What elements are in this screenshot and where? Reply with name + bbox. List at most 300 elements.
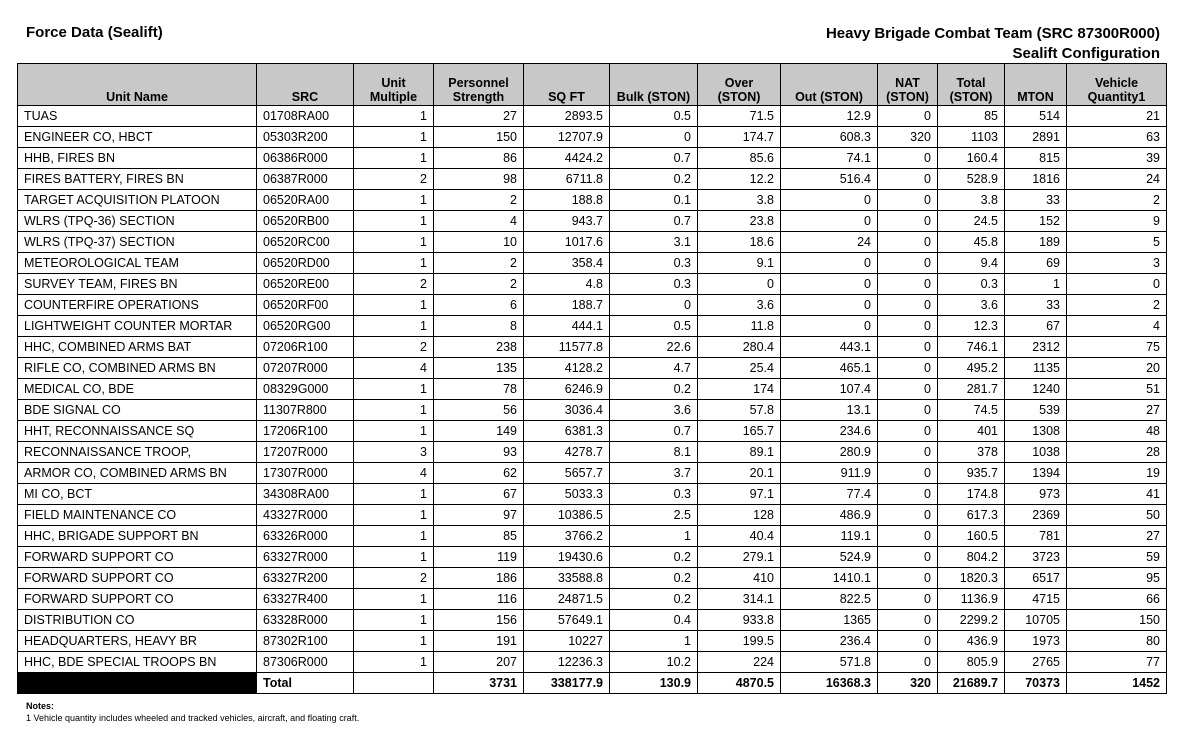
table-cell: 436.9 [938, 631, 1005, 652]
table-cell: 280.4 [698, 337, 781, 358]
table-cell: 8.1 [610, 442, 698, 463]
table-cell: 1 [354, 106, 434, 127]
table-cell: 0 [878, 610, 938, 631]
table-cell: 1 [354, 232, 434, 253]
table-cell: 0 [878, 526, 938, 547]
table-cell: 24 [781, 232, 878, 253]
note-1: 1 Vehicle quantity includes wheeled and tracked vehicles, aircraft, and floating craft. [26, 713, 360, 723]
total-cell: 21689.7 [938, 673, 1005, 694]
table-cell: 528.9 [938, 169, 1005, 190]
table-cell: 06520RG00 [257, 316, 354, 337]
table-cell: 174 [698, 379, 781, 400]
table-cell: 1 [354, 127, 434, 148]
table-cell: 10 [434, 232, 524, 253]
table-cell: 0 [878, 589, 938, 610]
column-header-line2: SQ FT [548, 90, 585, 104]
table-cell: 933.8 [698, 610, 781, 631]
table-row [18, 421, 1167, 442]
column-header-line2: Unit Name [106, 90, 168, 104]
column-header-line2: Out (STON) [795, 90, 863, 104]
table-cell: 77.4 [781, 484, 878, 505]
table-row [18, 169, 1167, 190]
table-cell: FORWARD SUPPORT CO [18, 589, 257, 610]
table-cell: 174.8 [938, 484, 1005, 505]
table-cell: 2893.5 [524, 106, 610, 127]
table-cell: 119.1 [781, 526, 878, 547]
table-row [18, 484, 1167, 505]
table-cell: HHT, RECONNAISSANCE SQ [18, 421, 257, 442]
table-cell: 95 [1067, 568, 1167, 589]
table-row [18, 295, 1167, 316]
table-cell: 3723 [1005, 547, 1067, 568]
table-cell: 1973 [1005, 631, 1067, 652]
column-header-line1: Over [724, 76, 754, 90]
table-cell: 50 [1067, 505, 1167, 526]
table-cell: 1816 [1005, 169, 1067, 190]
table-cell: 0 [878, 379, 938, 400]
table-cell: 2299.2 [938, 610, 1005, 631]
table-cell: 01708RA00 [257, 106, 354, 127]
table-cell: 1 [354, 316, 434, 337]
table-cell: 0 [878, 169, 938, 190]
table-cell: 8 [434, 316, 524, 337]
table-cell: 22.6 [610, 337, 698, 358]
table-cell: 495.2 [938, 358, 1005, 379]
table-cell: 9.4 [938, 253, 1005, 274]
table-cell: 0 [878, 421, 938, 442]
table-cell: 199.5 [698, 631, 781, 652]
table-cell: 4278.7 [524, 442, 610, 463]
table-cell: 08329G000 [257, 379, 354, 400]
column-header [18, 64, 257, 106]
table-cell: 62 [434, 463, 524, 484]
table-row [18, 358, 1167, 379]
table-cell: 67 [434, 484, 524, 505]
table-cell: 07206R100 [257, 337, 354, 358]
table-cell: HEADQUARTERS, HEAVY BR [18, 631, 257, 652]
report-title-line2: Sealift Configuration [1012, 45, 1160, 62]
table-cell: 224 [698, 652, 781, 673]
table-cell: 4.8 [524, 274, 610, 295]
table-cell: ARMOR CO, COMBINED ARMS BN [18, 463, 257, 484]
table-cell: 149 [434, 421, 524, 442]
report-title [826, 24, 1160, 64]
column-header-line2: (STON) [717, 90, 761, 104]
table-cell: 0.3 [610, 253, 698, 274]
table-cell: 524.9 [781, 547, 878, 568]
table-cell: 943.7 [524, 211, 610, 232]
table-row [18, 400, 1167, 421]
table-cell: 911.9 [781, 463, 878, 484]
table-cell: 40.4 [698, 526, 781, 547]
table-cell: 77 [1067, 652, 1167, 673]
table-cell: 86 [434, 148, 524, 169]
table-row [18, 589, 1167, 610]
table-cell: 0 [878, 442, 938, 463]
table-cell: 69 [1005, 253, 1067, 274]
table-cell: BDE SIGNAL CO [18, 400, 257, 421]
column-header-line2: (STON) [886, 90, 929, 104]
table-row [18, 274, 1167, 295]
table-cell: 571.8 [781, 652, 878, 673]
table-cell: 06520RB00 [257, 211, 354, 232]
total-cell [18, 673, 257, 694]
table-cell: 41 [1067, 484, 1167, 505]
table-cell: HHC, BDE SPECIAL TROOPS BN [18, 652, 257, 673]
notes-heading: Notes: [26, 701, 55, 711]
table-cell: 1365 [781, 610, 878, 631]
table-cell: 2 [354, 169, 434, 190]
table-cell: 160.4 [938, 148, 1005, 169]
table-cell: 1 [610, 526, 698, 547]
table-cell: 10.2 [610, 652, 698, 673]
table-cell: METEOROLOGICAL TEAM [18, 253, 257, 274]
table-cell: 06386R000 [257, 148, 354, 169]
table-cell: 10705 [1005, 610, 1067, 631]
table-cell: 0 [781, 190, 878, 211]
table-row [18, 106, 1167, 127]
table-cell: 0 [878, 358, 938, 379]
table-cell: 189 [1005, 232, 1067, 253]
table-cell: 0.7 [610, 211, 698, 232]
total-label: Total [257, 673, 354, 694]
table-cell: 174.7 [698, 127, 781, 148]
table-cell: 410 [698, 568, 781, 589]
force-data-table [17, 63, 1167, 694]
table-cell: 0 [878, 316, 938, 337]
column-header [257, 64, 354, 106]
table-cell: 1308 [1005, 421, 1067, 442]
table-cell: 93 [434, 442, 524, 463]
table-cell: HHB, FIRES BN [18, 148, 257, 169]
column-header [878, 64, 938, 106]
table-cell: 3.6 [698, 295, 781, 316]
table-cell: FORWARD SUPPORT CO [18, 547, 257, 568]
table-cell: 2765 [1005, 652, 1067, 673]
column-header [524, 64, 610, 106]
table-cell: 6381.3 [524, 421, 610, 442]
table-cell: 160.5 [938, 526, 1005, 547]
table-cell: 1 [354, 211, 434, 232]
table-cell: 12.2 [698, 169, 781, 190]
table-cell: 2 [434, 190, 524, 211]
table-cell: 0.5 [610, 106, 698, 127]
table-cell: 234.6 [781, 421, 878, 442]
table-cell: 85 [434, 526, 524, 547]
table-cell: 12236.3 [524, 652, 610, 673]
table-cell: 3.8 [698, 190, 781, 211]
table-cell: 4 [354, 463, 434, 484]
table-cell: 10386.5 [524, 505, 610, 526]
table-cell: 935.7 [938, 463, 1005, 484]
table-cell: 56 [434, 400, 524, 421]
table-row [18, 190, 1167, 211]
table-cell: 12707.9 [524, 127, 610, 148]
table-cell: 0 [878, 505, 938, 526]
table-cell: 1 [354, 190, 434, 211]
table-cell: 74.1 [781, 148, 878, 169]
table-cell: 279.1 [698, 547, 781, 568]
table-cell: 746.1 [938, 337, 1005, 358]
table-cell: 87302R100 [257, 631, 354, 652]
table-cell: 0.7 [610, 421, 698, 442]
table-cell: 188.8 [524, 190, 610, 211]
table-cell: 378 [938, 442, 1005, 463]
report-title-line1: Heavy Brigade Combat Team (SRC 87300R000) [825, 25, 1160, 42]
table-cell: 10227 [524, 631, 610, 652]
table-cell: LIGHTWEIGHT COUNTER MORTAR [18, 316, 257, 337]
table-cell: 59 [1067, 547, 1167, 568]
table-cell: 11307R800 [257, 400, 354, 421]
table-cell: 33 [1005, 190, 1067, 211]
table-cell: 320 [878, 127, 938, 148]
table-cell: 11577.8 [524, 337, 610, 358]
table-cell: 119 [434, 547, 524, 568]
table-cell: 57.8 [698, 400, 781, 421]
table-cell: WLRS (TPQ-37) SECTION [18, 232, 257, 253]
table-cell: 2891 [1005, 127, 1067, 148]
table-cell: 0 [878, 148, 938, 169]
table-cell: 34308RA00 [257, 484, 354, 505]
table-cell: 2 [1067, 295, 1167, 316]
table-cell: 1 [610, 631, 698, 652]
table-row [18, 232, 1167, 253]
table-cell: 0 [878, 484, 938, 505]
column-header [610, 64, 698, 106]
table-cell: 6246.9 [524, 379, 610, 400]
table-row [18, 652, 1167, 673]
table-cell: 0 [781, 274, 878, 295]
table-cell: COUNTERFIRE OPERATIONS [18, 295, 257, 316]
table-row [18, 526, 1167, 547]
table-cell: 1 [354, 547, 434, 568]
table-cell: 1 [1005, 274, 1067, 295]
total-cell: 320 [878, 673, 938, 694]
table-cell: 1 [354, 400, 434, 421]
table-cell: 2 [434, 274, 524, 295]
table-cell: 07207R000 [257, 358, 354, 379]
table-cell: 06520RE00 [257, 274, 354, 295]
table-cell: 6517 [1005, 568, 1067, 589]
column-header-line1: Personnel [448, 76, 509, 90]
table-cell: 12.3 [938, 316, 1005, 337]
table-cell: 444.1 [524, 316, 610, 337]
table-cell: 85 [938, 106, 1005, 127]
table-cell: 0 [878, 547, 938, 568]
table-cell: DISTRIBUTION CO [18, 610, 257, 631]
table-cell: 27 [434, 106, 524, 127]
table-cell: 23.8 [698, 211, 781, 232]
table-cell: 5033.3 [524, 484, 610, 505]
table-cell: 0 [878, 190, 938, 211]
column-header [698, 64, 781, 106]
table-cell: 0 [878, 652, 938, 673]
table-cell: 165.7 [698, 421, 781, 442]
table-row [18, 442, 1167, 463]
table-cell: 486.9 [781, 505, 878, 526]
table-cell: 207 [434, 652, 524, 673]
table-cell: 63327R200 [257, 568, 354, 589]
table-cell: 24 [1067, 169, 1167, 190]
table-cell: MEDICAL CO, BDE [18, 379, 257, 400]
table-cell: 80 [1067, 631, 1167, 652]
table-cell: FIRES BATTERY, FIRES BN [18, 169, 257, 190]
table-cell: 06520RA00 [257, 190, 354, 211]
table-cell: 539 [1005, 400, 1067, 421]
table-cell: 28 [1067, 442, 1167, 463]
table-cell: 97.1 [698, 484, 781, 505]
table-cell: 33 [1005, 295, 1067, 316]
table-cell: 0.3 [938, 274, 1005, 295]
table-cell: 973 [1005, 484, 1067, 505]
table-cell: 1 [354, 526, 434, 547]
table-cell: 0 [781, 253, 878, 274]
table-cell: 1 [354, 631, 434, 652]
table-cell: 85.6 [698, 148, 781, 169]
table-cell: TUAS [18, 106, 257, 127]
table-row [18, 568, 1167, 589]
table-cell: 281.7 [938, 379, 1005, 400]
table-cell: 1017.6 [524, 232, 610, 253]
table-cell: 63326R000 [257, 526, 354, 547]
table-cell: 63 [1067, 127, 1167, 148]
table-cell: 17207R000 [257, 442, 354, 463]
total-cell: 338177.9 [524, 673, 610, 694]
table-cell: 822.5 [781, 589, 878, 610]
table-cell: 443.1 [781, 337, 878, 358]
table-cell: 0.2 [610, 169, 698, 190]
column-header-line2: Quantity1 [1087, 90, 1146, 104]
table-cell: 1394 [1005, 463, 1067, 484]
table-cell: 2 [1067, 190, 1167, 211]
table-cell: 66 [1067, 589, 1167, 610]
table-row [18, 211, 1167, 232]
table-cell: 617.3 [938, 505, 1005, 526]
table-cell: 05303R200 [257, 127, 354, 148]
table-cell: ENGINEER CO, HBCT [18, 127, 257, 148]
table-cell: 514 [1005, 106, 1067, 127]
table-cell: 12.9 [781, 106, 878, 127]
table-cell: 06520RF00 [257, 295, 354, 316]
column-header-line2: MTON [1017, 90, 1054, 104]
table-cell: 3036.4 [524, 400, 610, 421]
column-header [434, 64, 524, 106]
table-cell: 0 [878, 106, 938, 127]
table-row [18, 253, 1167, 274]
table-cell: 06520RD00 [257, 253, 354, 274]
table-cell: 1 [354, 652, 434, 673]
table-cell: 3.6 [938, 295, 1005, 316]
table-cell: MI CO, BCT [18, 484, 257, 505]
table-cell: 1 [354, 610, 434, 631]
table-cell: 1 [354, 505, 434, 526]
column-header-line2: Multiple [369, 90, 418, 104]
table-cell: 71.5 [698, 106, 781, 127]
table-cell: 0.5 [610, 316, 698, 337]
table-cell: 0.2 [610, 547, 698, 568]
table-cell: 150 [1067, 610, 1167, 631]
table-cell: 805.9 [938, 652, 1005, 673]
table-cell: 0.3 [610, 274, 698, 295]
table-cell: 135 [434, 358, 524, 379]
table-cell: 1820.3 [938, 568, 1005, 589]
table-cell: 4424.2 [524, 148, 610, 169]
table-cell: 1 [354, 589, 434, 610]
table-row [18, 316, 1167, 337]
column-header [1067, 64, 1167, 106]
table-cell: 48 [1067, 421, 1167, 442]
table-cell: 0 [878, 463, 938, 484]
table-cell: 107.4 [781, 379, 878, 400]
table-cell: 0 [878, 568, 938, 589]
column-header-line1: Total [956, 76, 986, 90]
table-row [18, 505, 1167, 526]
table-cell: 781 [1005, 526, 1067, 547]
table-cell: 6 [434, 295, 524, 316]
table-cell: 238 [434, 337, 524, 358]
column-header-line2: (STON) [949, 90, 993, 104]
notes [26, 700, 359, 724]
table-cell: 2 [354, 568, 434, 589]
table-cell: 89.1 [698, 442, 781, 463]
table-cell: 1 [354, 421, 434, 442]
table-cell: 236.4 [781, 631, 878, 652]
table-header-row [18, 64, 1167, 106]
table-cell: 63327R000 [257, 547, 354, 568]
table-cell: 1136.9 [938, 589, 1005, 610]
table-cell: 152 [1005, 211, 1067, 232]
table-cell: 17307R000 [257, 463, 354, 484]
column-header [781, 64, 878, 106]
table-cell: 1 [354, 484, 434, 505]
table-cell: 20.1 [698, 463, 781, 484]
table-cell: 3 [354, 442, 434, 463]
table-cell: 06387R000 [257, 169, 354, 190]
column-header-line1: NAT [895, 76, 920, 90]
table-cell: HHC, BRIGADE SUPPORT BN [18, 526, 257, 547]
table-cell: 0.1 [610, 190, 698, 211]
table-cell: RIFLE CO, COMBINED ARMS BN [18, 358, 257, 379]
table-cell: WLRS (TPQ-36) SECTION [18, 211, 257, 232]
table-cell: 1103 [938, 127, 1005, 148]
table-cell: 1 [354, 148, 434, 169]
table-cell: 4 [1067, 316, 1167, 337]
table-cell: FORWARD SUPPORT CO [18, 568, 257, 589]
table-cell: 25.4 [698, 358, 781, 379]
table-cell: FIELD MAINTENANCE CO [18, 505, 257, 526]
table-row [18, 631, 1167, 652]
table-cell: 27 [1067, 526, 1167, 547]
table-cell: 39 [1067, 148, 1167, 169]
total-cell: 3731 [434, 673, 524, 694]
table-cell: 9.1 [698, 253, 781, 274]
table-cell: 11.8 [698, 316, 781, 337]
table-cell: 9 [1067, 211, 1167, 232]
table-cell: HHC, COMBINED ARMS BAT [18, 337, 257, 358]
table-body [18, 106, 1167, 694]
column-header [938, 64, 1005, 106]
table-cell: 186 [434, 568, 524, 589]
table-cell: 87306R000 [257, 652, 354, 673]
table-cell: RECONNAISSANCE TROOP, [18, 442, 257, 463]
table-row [18, 463, 1167, 484]
table-cell: 67 [1005, 316, 1067, 337]
table-cell: 98 [434, 169, 524, 190]
column-header [354, 64, 434, 106]
table-cell: 3 [1067, 253, 1167, 274]
table-cell: 0 [781, 211, 878, 232]
table-cell: 3.7 [610, 463, 698, 484]
